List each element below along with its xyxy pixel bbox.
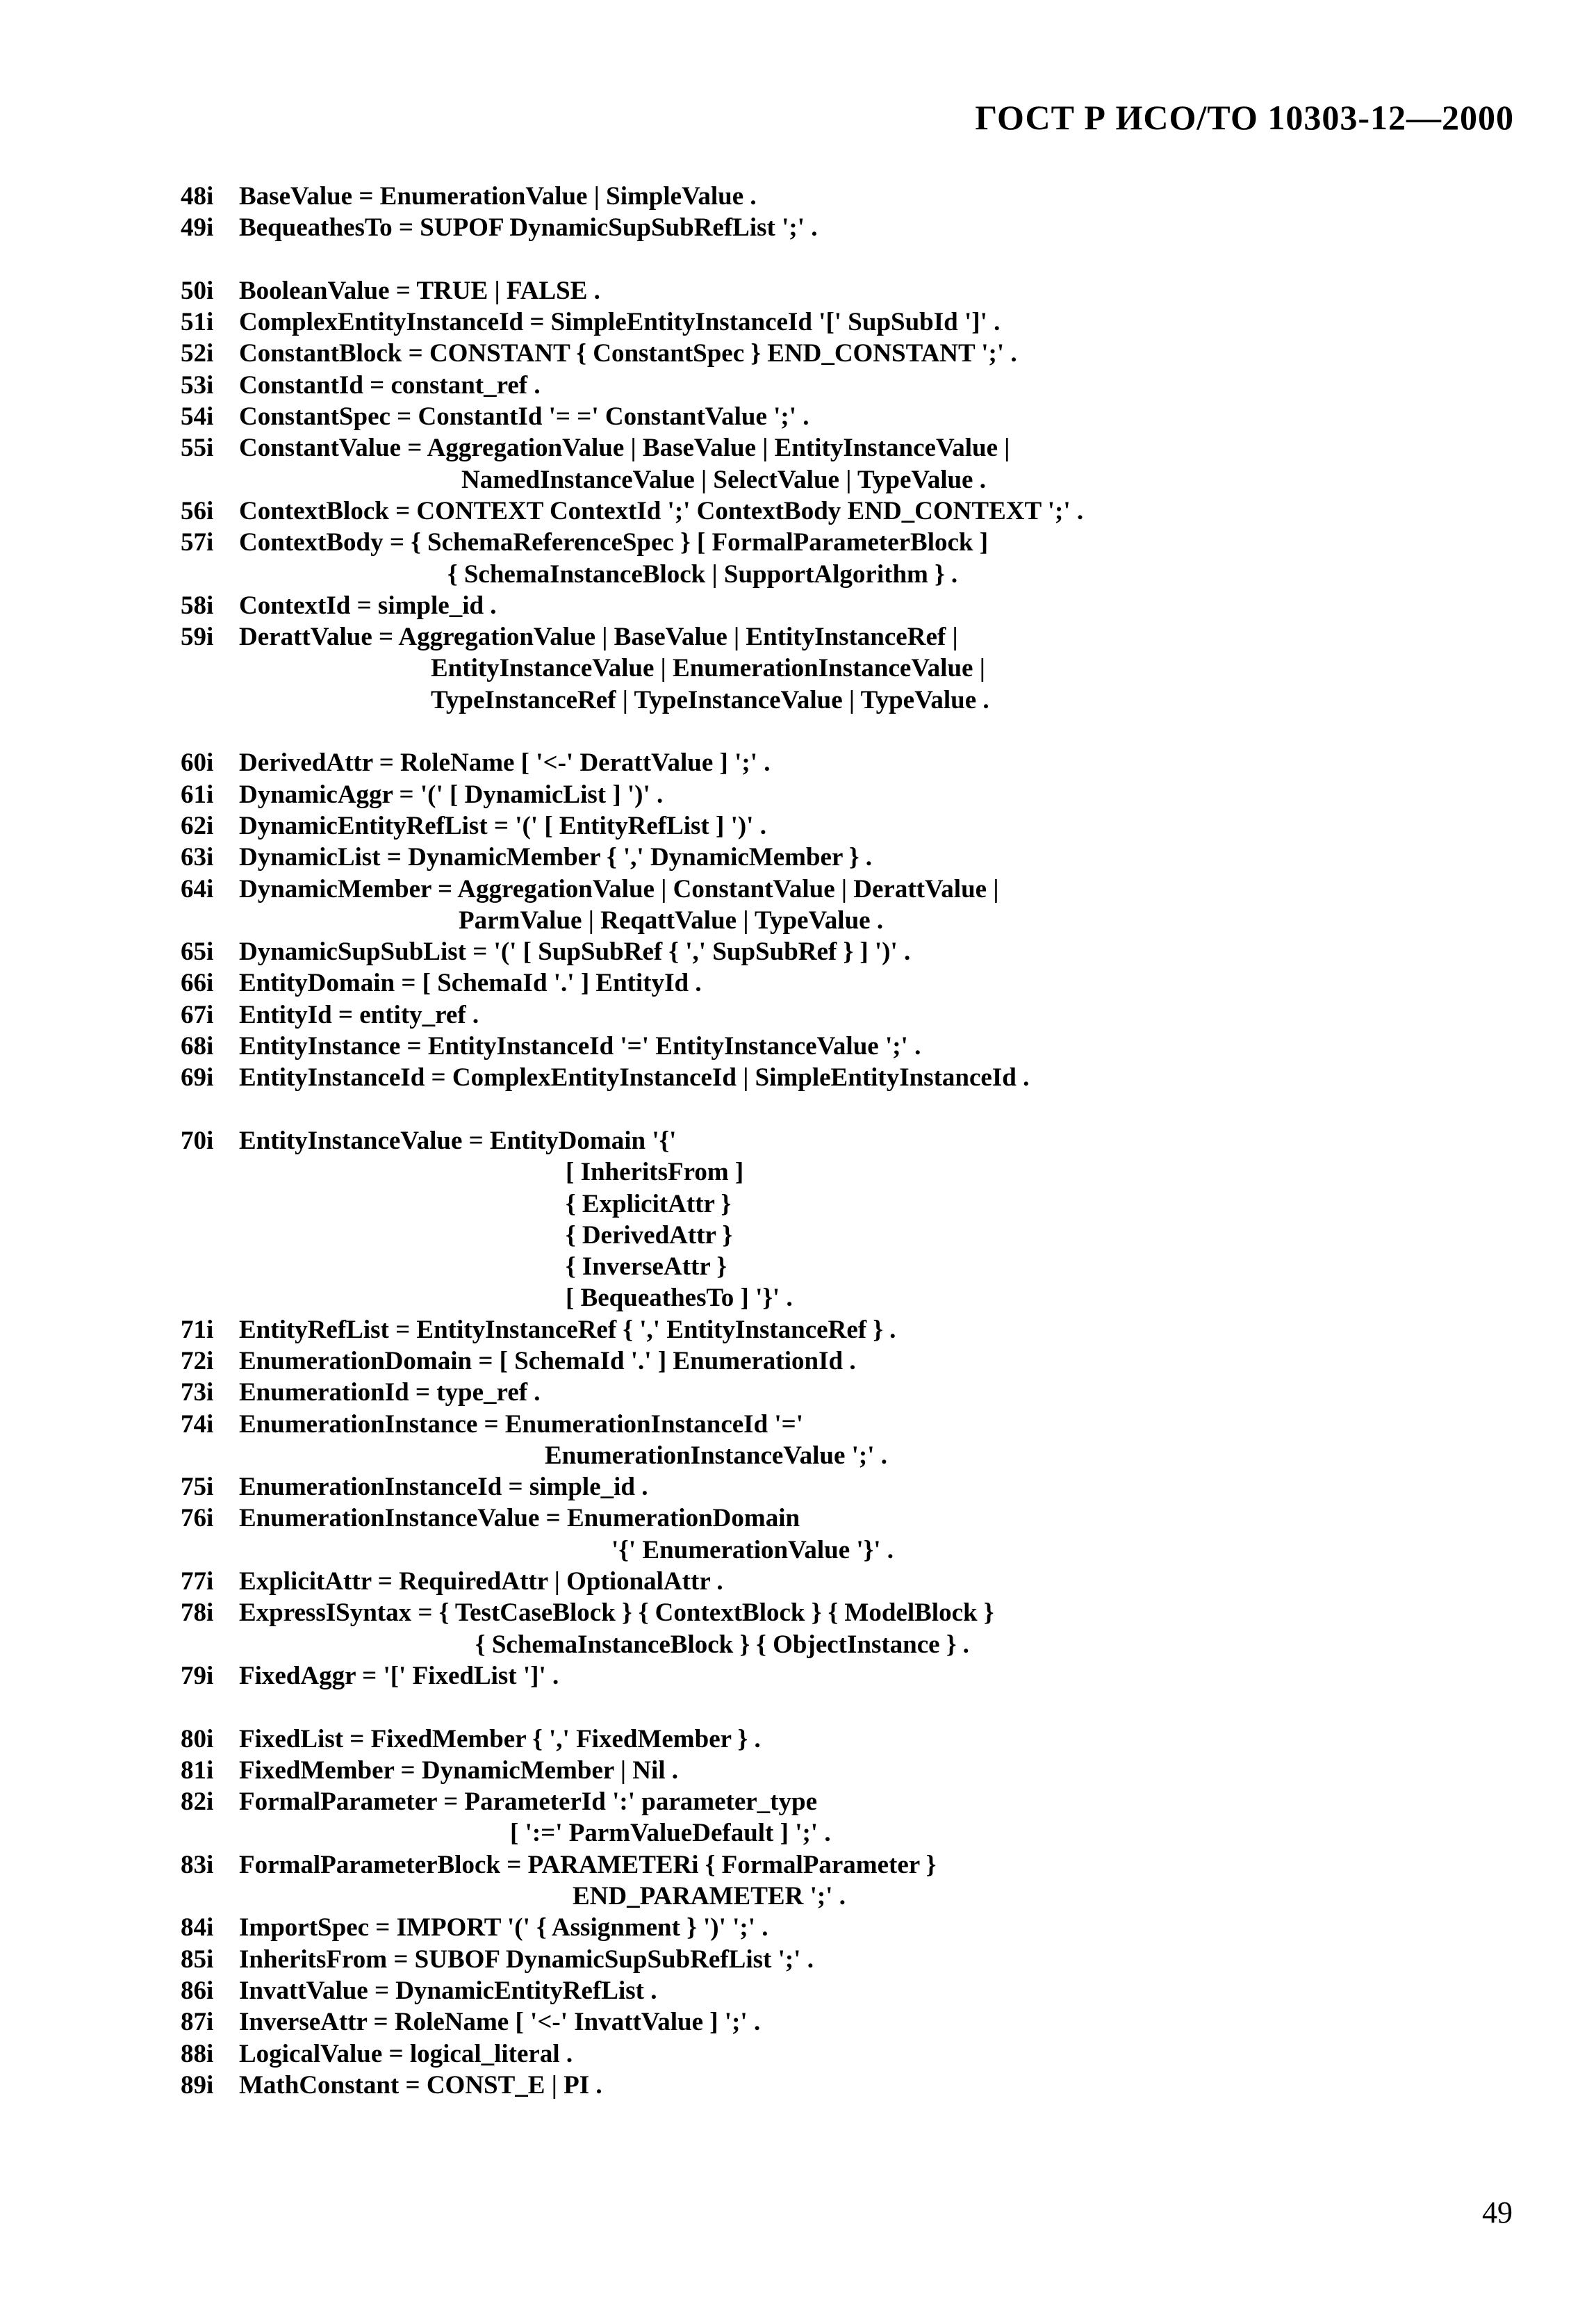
rule-number: 64i bbox=[181, 874, 214, 903]
grammar-rule bbox=[181, 181, 1536, 212]
rule-line: EntityRefList = EntityInstanceRef { ',' EntityInstanceRef } . bbox=[239, 1315, 896, 1344]
rule-line: ParmValue | ReqattValue | TypeValue . bbox=[459, 906, 884, 935]
rule-number: 70i bbox=[181, 1126, 214, 1155]
grammar-rule bbox=[181, 1660, 1536, 1692]
grammar-rule bbox=[181, 1755, 1536, 1786]
rule-number: 83i bbox=[181, 1850, 214, 1879]
rule-definition bbox=[239, 874, 1536, 937]
rule-line: [ BequeathesTo ] '}' . bbox=[566, 1284, 793, 1313]
rule-number: 87i bbox=[181, 2008, 214, 2037]
rule-definition bbox=[239, 1755, 1536, 1786]
rule-line: EntityInstanceValue | EnumerationInstanceValue | bbox=[431, 654, 985, 683]
rule-line: DynamicSupSubList = '(' [ SupSubRef { ',' SupSubRef } ] ')' . bbox=[239, 938, 911, 967]
group-spacer bbox=[181, 1692, 1536, 1723]
rule-line: DerattValue = AggregationValue | BaseValue | EntityInstanceRef | bbox=[239, 623, 958, 652]
rule-number: 56i bbox=[181, 496, 214, 525]
rule-line: ConstantBlock = CONSTANT { ConstantSpec } END_CONSTANT ';' . bbox=[239, 339, 1017, 368]
rule-number: 82i bbox=[181, 1787, 214, 1817]
rule-definition bbox=[239, 306, 1536, 338]
rule-line: ComplexEntityInstanceId = SimpleEntityInstanceId '[' SupSubId ']' . bbox=[239, 308, 1001, 337]
grammar-rule bbox=[181, 810, 1536, 842]
grammar-rule bbox=[181, 1503, 1536, 1566]
rule-definition bbox=[239, 275, 1536, 306]
rule-line: ContextBlock = CONTEXT ContextId ';' ContextBody END_CONTEXT ';' . bbox=[239, 496, 1084, 525]
rule-definition bbox=[239, 999, 1536, 1031]
rule-definition bbox=[239, 1597, 1536, 1660]
rule-number: 74i bbox=[181, 1409, 214, 1439]
grammar-rule bbox=[181, 779, 1536, 810]
rule-line: BooleanValue = TRUE | FALSE . bbox=[239, 276, 600, 305]
rule-line: NamedInstanceValue | SelectValue | TypeValue . bbox=[461, 465, 986, 494]
rule-line: [ InheritsFrom ] bbox=[566, 1158, 744, 1187]
grammar-rule bbox=[181, 842, 1536, 873]
rule-line: EnumerationInstanceValue = EnumerationDomain bbox=[239, 1504, 800, 1533]
grammar-rule bbox=[181, 401, 1536, 432]
rule-line: EnumerationInstanceValue ';' . bbox=[545, 1441, 888, 1470]
rule-line: EnumerationInstance = EnumerationInstanceId '=' bbox=[239, 1409, 804, 1439]
grammar-rule bbox=[181, 999, 1536, 1031]
grammar-rule bbox=[181, 967, 1536, 999]
rule-number: 68i bbox=[181, 1032, 214, 1061]
rule-line: DynamicAggr = '(' [ DynamicList ] ')' . bbox=[239, 780, 664, 809]
grammar-rule bbox=[181, 747, 1536, 778]
rule-line: DerivedAttr = RoleName [ '<-' DerattValue ] ';' . bbox=[239, 748, 771, 778]
rule-definition bbox=[239, 1377, 1536, 1408]
rule-definition bbox=[239, 2070, 1536, 2101]
rule-number: 71i bbox=[181, 1315, 214, 1344]
rule-number: 52i bbox=[181, 339, 214, 368]
rule-number: 60i bbox=[181, 748, 214, 778]
rule-definition bbox=[239, 1724, 1536, 1755]
rule-line: InvattValue = DynamicEntityRefList . bbox=[239, 1976, 657, 2005]
rule-definition bbox=[239, 1471, 1536, 1503]
rule-number: 50i bbox=[181, 276, 214, 305]
page-number: 49 bbox=[1482, 2195, 1513, 2229]
rule-line: { ExplicitAttr } bbox=[566, 1189, 732, 1218]
rule-number: 53i bbox=[181, 370, 214, 400]
rule-line: DynamicEntityRefList = '(' [ EntityRefList ] ')' . bbox=[239, 811, 766, 840]
rule-definition bbox=[239, 1912, 1536, 1943]
rule-number: 67i bbox=[181, 1000, 214, 1029]
rule-line: { SchemaInstanceBlock } { ObjectInstance } . bbox=[475, 1630, 969, 1659]
rule-line: EnumerationDomain = [ SchemaId '.' ] EnumerationId . bbox=[239, 1346, 856, 1375]
rule-number: 75i bbox=[181, 1473, 214, 1502]
grammar-rule bbox=[181, 1566, 1536, 1597]
rule-definition bbox=[239, 1345, 1536, 1377]
rule-number: 86i bbox=[181, 1976, 214, 2005]
grammar-rule bbox=[181, 1786, 1536, 1849]
grammar-rules bbox=[181, 181, 1536, 2101]
rule-number: 72i bbox=[181, 1346, 214, 1375]
grammar-rule bbox=[181, 2006, 1536, 2038]
grammar-rule bbox=[181, 370, 1536, 401]
rule-line: FixedAggr = '[' FixedList ']' . bbox=[239, 1661, 559, 1690]
rule-line: InverseAttr = RoleName [ '<-' InvattValue ] ';' . bbox=[239, 2008, 761, 2037]
rule-line: ConstantSpec = ConstantId '= =' ConstantValue ';' . bbox=[239, 402, 809, 432]
rule-line: MathConstant = CONST_E | PI . bbox=[239, 2070, 602, 2100]
grammar-rule bbox=[181, 1944, 1536, 1975]
rule-definition bbox=[239, 1409, 1536, 1472]
rule-line: ConstantValue = AggregationValue | BaseValue | EntityInstanceValue | bbox=[239, 434, 1010, 463]
rule-definition bbox=[239, 1503, 1536, 1566]
rule-number: 65i bbox=[181, 938, 214, 967]
rule-number: 88i bbox=[181, 2039, 214, 2068]
document-header: ГОСТ Р ИСО/ТО 10303-12—2000 bbox=[975, 98, 1514, 137]
rule-definition bbox=[239, 1566, 1536, 1597]
group-spacer bbox=[181, 716, 1536, 747]
rule-line: FormalParameterBlock = PARAMETERi { FormalParameter } bbox=[239, 1850, 937, 1879]
rule-line: DynamicList = DynamicMember { ',' DynamicMember } . bbox=[239, 843, 873, 872]
rule-line: BaseValue = EnumerationValue | SimpleValue . bbox=[239, 182, 757, 211]
rule-number: 78i bbox=[181, 1598, 214, 1628]
rule-definition bbox=[239, 936, 1536, 967]
rule-line: InheritsFrom = SUBOF DynamicSupSubRefList ';' . bbox=[239, 1945, 814, 1974]
rule-line: ExpressISyntax = { TestCaseBlock } { ContextBlock } { ModelBlock } bbox=[239, 1598, 994, 1628]
rule-definition bbox=[239, 1944, 1536, 1975]
rule-line: { InverseAttr } bbox=[566, 1252, 727, 1282]
rule-line: '{' EnumerationValue '}' . bbox=[611, 1535, 894, 1564]
grammar-rule bbox=[181, 212, 1536, 243]
rule-number: 79i bbox=[181, 1661, 214, 1690]
rule-number: 66i bbox=[181, 969, 214, 998]
grammar-rule bbox=[181, 621, 1536, 716]
rule-definition bbox=[239, 779, 1536, 810]
grammar-rule bbox=[181, 2070, 1536, 2101]
rule-number: 80i bbox=[181, 1724, 214, 1753]
rule-definition bbox=[239, 1314, 1536, 1345]
rule-line: EntityInstance = EntityInstanceId '=' EntityInstanceValue ';' . bbox=[239, 1032, 921, 1061]
grammar-rule bbox=[181, 496, 1536, 527]
rule-number: 76i bbox=[181, 1504, 214, 1533]
rule-number: 51i bbox=[181, 308, 214, 337]
grammar-rule bbox=[181, 1724, 1536, 1755]
grammar-rule bbox=[181, 1125, 1536, 1314]
rule-number: 55i bbox=[181, 434, 214, 463]
grammar-rule bbox=[181, 338, 1536, 369]
rule-definition bbox=[239, 2038, 1536, 2070]
grammar-rule bbox=[181, 1062, 1536, 1093]
rule-definition bbox=[239, 967, 1536, 999]
rule-definition bbox=[239, 1125, 1536, 1314]
rule-number: 54i bbox=[181, 402, 214, 432]
grammar-rule bbox=[181, 590, 1536, 621]
rule-definition bbox=[239, 2006, 1536, 2038]
rule-line: ExplicitAttr = RequiredAttr | OptionalAttr . bbox=[239, 1567, 723, 1596]
rule-definition bbox=[239, 212, 1536, 243]
rule-number: 85i bbox=[181, 1945, 214, 1974]
rule-number: 49i bbox=[181, 213, 214, 243]
rule-number: 61i bbox=[181, 780, 214, 809]
rule-line: LogicalValue = logical_literal . bbox=[239, 2039, 573, 2068]
rule-definition bbox=[239, 810, 1536, 842]
rule-number: 57i bbox=[181, 528, 214, 557]
rule-number: 89i bbox=[181, 2070, 214, 2100]
rule-line: EntityId = entity_ref . bbox=[239, 1000, 479, 1029]
grammar-rule bbox=[181, 1975, 1536, 2006]
rule-line: EntityDomain = [ SchemaId '.' ] EntityId . bbox=[239, 969, 702, 998]
rule-definition bbox=[239, 1849, 1536, 1913]
grammar-rule bbox=[181, 432, 1536, 496]
rule-line: FixedMember = DynamicMember | Nil . bbox=[239, 1756, 679, 1785]
rule-definition bbox=[239, 1660, 1536, 1692]
rule-definition bbox=[239, 1062, 1536, 1093]
rule-definition bbox=[239, 527, 1536, 590]
rule-definition bbox=[239, 1786, 1536, 1849]
rule-line: EntityInstanceId = ComplexEntityInstanceId | SimpleEntityInstanceId . bbox=[239, 1063, 1030, 1093]
rule-line: ConstantId = constant_ref . bbox=[239, 370, 541, 400]
rule-definition bbox=[239, 590, 1536, 621]
rule-number: 77i bbox=[181, 1567, 214, 1596]
group-spacer bbox=[181, 244, 1536, 275]
rule-line: ImportSpec = IMPORT '(' { Assignment } ')' ';' . bbox=[239, 1913, 768, 1942]
rule-definition bbox=[239, 1031, 1536, 1062]
grammar-rule bbox=[181, 1345, 1536, 1377]
rule-line: TypeInstanceRef | TypeInstanceValue | TypeValue . bbox=[431, 685, 989, 714]
rule-line: FixedList = FixedMember { ',' FixedMember } . bbox=[239, 1724, 761, 1753]
rule-line: EnumerationId = type_ref . bbox=[239, 1378, 541, 1407]
grammar-rule bbox=[181, 275, 1536, 306]
grammar-rule bbox=[181, 1471, 1536, 1503]
grammar-rule bbox=[181, 1314, 1536, 1345]
grammar-rule bbox=[181, 874, 1536, 937]
rule-definition bbox=[239, 621, 1536, 716]
rule-number: 62i bbox=[181, 811, 214, 840]
rule-line: [ ':=' ParmValueDefault ] ';' . bbox=[510, 1819, 831, 1848]
grammar-rule bbox=[181, 1377, 1536, 1408]
rule-definition bbox=[239, 181, 1536, 212]
rule-line: EntityInstanceValue = EntityDomain '{' bbox=[239, 1126, 677, 1155]
rule-number: 63i bbox=[181, 843, 214, 872]
rule-definition bbox=[239, 401, 1536, 432]
rule-line: { SchemaInstanceBlock | SupportAlgorithm } . bbox=[447, 559, 958, 589]
grammar-rule bbox=[181, 306, 1536, 338]
rule-number: 48i bbox=[181, 182, 214, 211]
rule-definition bbox=[239, 338, 1536, 369]
rule-line: BequeathesTo = SUPOF DynamicSupSubRefList ';' . bbox=[239, 213, 818, 243]
rule-line: END_PARAMETER ';' . bbox=[573, 1882, 846, 1911]
rule-number: 81i bbox=[181, 1756, 214, 1785]
grammar-rule bbox=[181, 2038, 1536, 2070]
rule-line: EnumerationInstanceId = simple_id . bbox=[239, 1473, 648, 1502]
rule-definition bbox=[239, 432, 1536, 496]
rule-line: DynamicMember = AggregationValue | ConstantValue | DerattValue | bbox=[239, 874, 999, 903]
rule-definition bbox=[239, 842, 1536, 873]
rule-definition bbox=[239, 1975, 1536, 2006]
rule-number: 73i bbox=[181, 1378, 214, 1407]
grammar-rule bbox=[181, 1912, 1536, 1943]
rule-definition bbox=[239, 370, 1536, 401]
grammar-rule bbox=[181, 1597, 1536, 1660]
grammar-rule bbox=[181, 1409, 1536, 1472]
rule-number: 69i bbox=[181, 1063, 214, 1093]
rule-line: FormalParameter = ParameterId ':' parameter_type bbox=[239, 1787, 817, 1817]
rule-number: 58i bbox=[181, 591, 214, 620]
rule-number: 84i bbox=[181, 1913, 214, 1942]
grammar-rule bbox=[181, 527, 1536, 590]
rule-line: { DerivedAttr } bbox=[566, 1220, 733, 1250]
grammar-rule bbox=[181, 1849, 1536, 1913]
rule-definition bbox=[239, 747, 1536, 778]
group-spacer bbox=[181, 1094, 1536, 1125]
grammar-rule bbox=[181, 936, 1536, 967]
rule-line: ContextId = simple_id . bbox=[239, 591, 497, 620]
grammar-rule bbox=[181, 1031, 1536, 1062]
rule-line: ContextBody = { SchemaReferenceSpec } [ FormalParameterBlock ] bbox=[239, 528, 989, 557]
rule-number: 59i bbox=[181, 623, 214, 652]
rule-definition bbox=[239, 496, 1536, 527]
